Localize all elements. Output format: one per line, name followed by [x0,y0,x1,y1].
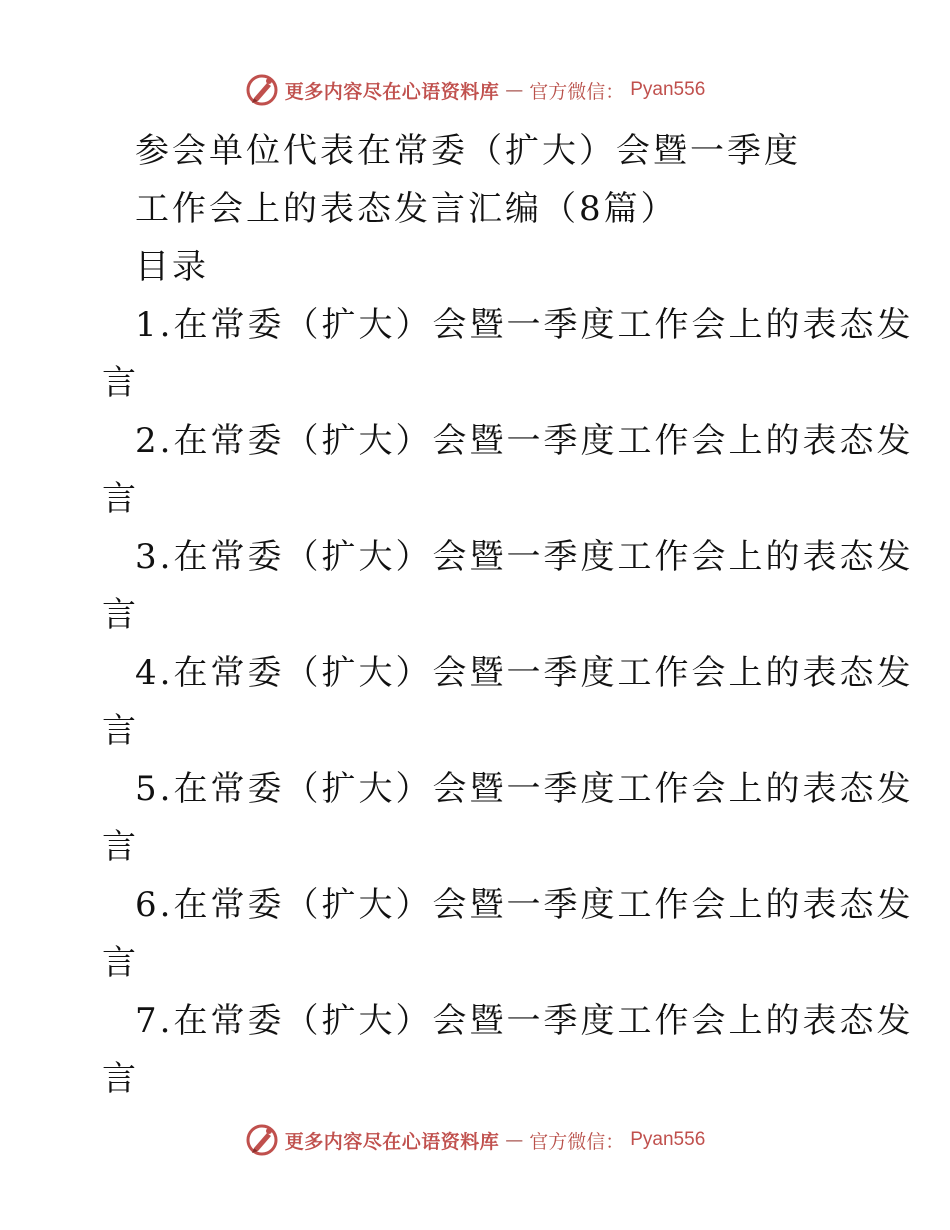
toc-item [102,760,914,876]
wechat-label: 官方微信： [529,1130,625,1153]
toc-item [102,876,914,992]
toc-item-wrap: 言 [102,595,136,635]
doc-title-line-2: 工作会上的表态发言汇编（8篇） [135,189,678,229]
wechat-label: 官方微信： [529,80,625,103]
toc-item-text: 6.在常委（扩大）会暨一季度工作会上的表态发 [135,885,914,925]
header-banner [0,70,950,110]
doc-title-line-1: 参会单位代表在常委（扩大）会暨一季度 [135,131,801,171]
toc-item-wrap: 言 [102,711,136,751]
promo-text: 更多内容尽在心语资料库 [284,80,500,103]
toc-item-text: 7.在常委（扩大）会暨一季度工作会上的表态发 [135,1001,914,1041]
toc-item-wrap: 言 [102,363,136,403]
toc-item [102,644,914,760]
toc-item-text: 2.在常委（扩大）会暨一季度工作会上的表态发 [135,421,914,461]
toc-item-wrap: 言 [102,479,136,519]
wechat-id: Pyan556 [630,1129,706,1150]
pen-circle-logo-icon [245,73,279,107]
toc-item-text: 1.在常委（扩大）会暨一季度工作会上的表态发 [135,305,914,345]
toc-item-wrap: 言 [102,1059,136,1099]
document-body [102,122,914,1108]
promo-text: 更多内容尽在心语资料库 [284,1130,500,1153]
banner-separator: — [505,79,524,101]
toc-item [102,528,914,644]
toc-item [102,992,914,1108]
toc-item [102,412,914,528]
toc-item-wrap: 言 [102,943,136,983]
toc-item-wrap: 言 [102,827,136,867]
pen-circle-logo-icon [245,1123,279,1157]
banner-separator: — [505,1129,524,1151]
toc-item-text: 4.在常委（扩大）会暨一季度工作会上的表态发 [135,653,914,693]
toc-heading: 目录 [135,247,209,287]
toc-item [102,296,914,412]
toc-item-text: 5.在常委（扩大）会暨一季度工作会上的表态发 [135,769,914,809]
toc-item-text: 3.在常委（扩大）会暨一季度工作会上的表态发 [135,537,914,577]
wechat-id: Pyan556 [630,79,706,100]
footer-banner [0,1120,950,1160]
